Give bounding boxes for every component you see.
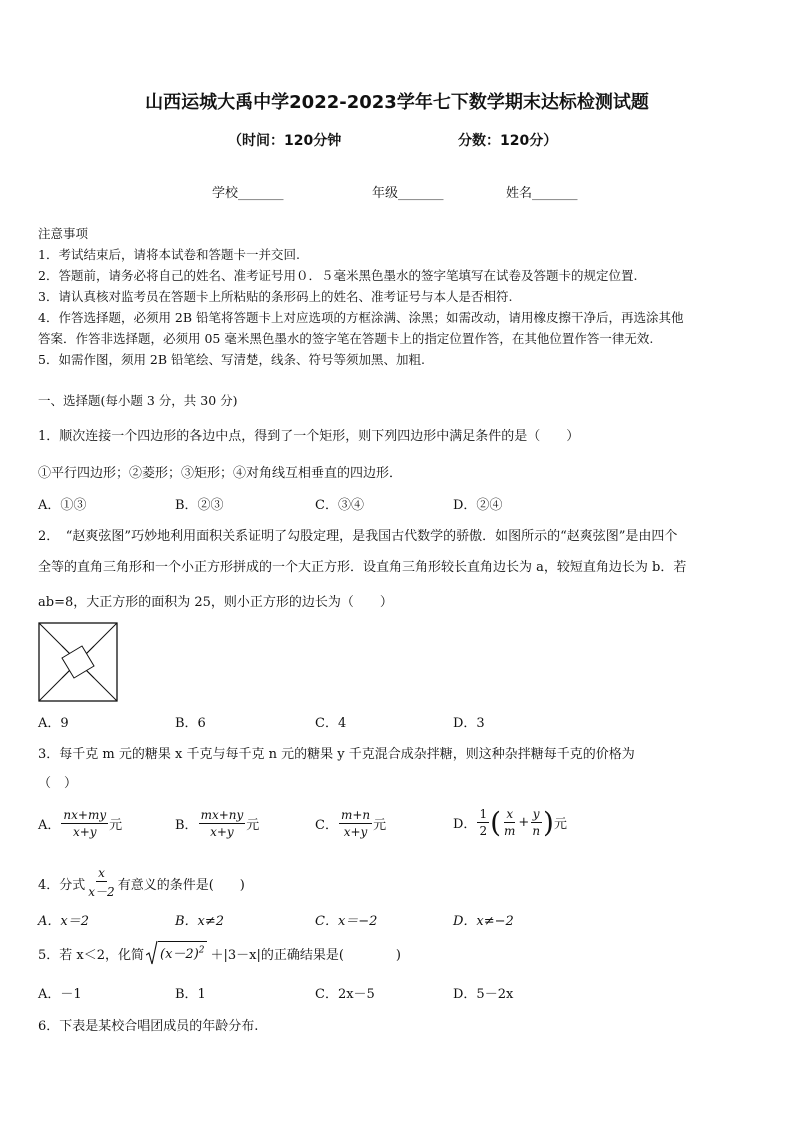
q3-option-c: C． $\frac{m+n}{x+y}$ 元	[315, 808, 387, 839]
q5-option-b: B．1	[175, 987, 206, 1002]
q3-line-2: （ ）	[38, 776, 78, 791]
q4-option-a: A．x＝2	[38, 914, 89, 929]
q6-stem: 6．下表是某校合唱团成员的年龄分布.	[38, 1019, 259, 1034]
fraction: $\frac{x}{x-2}$	[88, 866, 115, 899]
q4-option-d: D．x≠−2	[453, 914, 514, 929]
q2-line-1: 2． “赵爽弦图”巧妙地利用面积关系证明了勾股定理，是我国古代数学的骄傲．如图所示的“赵爽弦图”是由四个	[38, 529, 678, 544]
q1-stem: 1．顺次连接一个四边形的各边中点，得到了一个矩形，则下列四边形中满足条件的是（ ）	[38, 429, 580, 444]
radical-sign-icon	[146, 940, 158, 966]
q2-option-a: A．9	[38, 716, 69, 731]
q3-option-b: B． $\frac{mx+ny}{x+y}$ 元	[175, 808, 260, 839]
q1-option-d: D．②④	[453, 498, 503, 513]
notice-item: 4．作答选择题，必须用 2B 铅笔将答题卡上对应选项的方框涂满、涂黑；如需改动，请用橡皮擦干净后，再选涂其他	[38, 310, 684, 325]
q2-line-2: 全等的直角三角形和一个小正方形拼成的一个大正方形．设直角三角形较长直角边长为 a，较短直角边长为 b．若	[38, 560, 687, 575]
zhao-shuang-diagram	[38, 622, 118, 702]
q2-line-3: ab=8，大正方形的面积为 25，则小正方形的边长为（ ）	[38, 595, 393, 610]
q5-stem: 5．若 x＜2，化简 $(x-2)^2$ ＋|3－x|的正确结果是( )	[38, 940, 401, 966]
section-heading: 一、选择题(每小题 3 分，共 30 分)	[38, 393, 238, 408]
notice-heading: 注意事项	[38, 226, 89, 241]
q1-option-a: A．①③	[38, 498, 87, 513]
q3-line-1: 3．每千克 m 元的糖果 x 千克与每千克 n 元的糖果 y 千克混合成杂拌糖，则这种杂拌糖每千克的价格为	[38, 747, 635, 762]
q4-option-b: B．x≠2	[175, 914, 225, 929]
q3-option-a: A． $\frac{nx+my}{x+y}$ 元	[38, 808, 123, 839]
notice-item: 2．答题前，请务必将自己的姓名、准考证号用０．５毫米黑色墨水的签字笔填写在试卷及答题卡的规定位置.	[38, 268, 638, 283]
fraction: $\frac{mx+ny}{x+y}$	[200, 808, 244, 839]
notice-item: 5．如需作图，须用 2B 铅笔绘、写清楚，线条、符号等须加黑、加粗.	[38, 352, 426, 367]
fraction: $\frac{y}{n}$	[532, 807, 541, 838]
q1-option-c: C．③④	[315, 498, 364, 513]
q3-option-d: D． $\frac{1}{2}$ ( $\frac{x}{m}$ + $\frac{y}{n}$ ) 元	[453, 806, 567, 839]
q5-option-c: C．2x－5	[315, 987, 375, 1002]
grade-field: 年级_______	[372, 186, 444, 201]
q2-option-d: D．3	[453, 716, 485, 731]
page-title: 山西运城大禹中学2022-2023学年七下数学期末达标检测试题	[145, 92, 649, 113]
q2-option-b: B．6	[175, 716, 206, 731]
school-field: 学校_______	[212, 186, 284, 201]
fraction: $\frac{1}{2}$	[479, 807, 488, 838]
notice-item: 1．考试结束后，请将本试卷和答题卡一并交回.	[38, 247, 300, 262]
radicand: $(x-2)^2$	[158, 941, 206, 962]
q1-option-b: B．②③	[175, 498, 224, 513]
q1-list: ①平行四边形；②菱形；③矩形；④对角线互相垂直的四边形．	[38, 466, 403, 481]
exam-time: （时间：120分钟	[228, 133, 342, 149]
fraction: $\frac{m+n}{x+y}$	[340, 808, 371, 839]
q4-stem: 4．分式 $\frac{x}{x-2}$ 有意义的条件是( )	[38, 866, 245, 899]
fraction: $\frac{nx+my}{x+y}$	[63, 808, 107, 839]
q4-option-c: C．x＝−2	[315, 914, 378, 929]
notice-item: 答案．作答非选择题，必须用 05 毫米黑色墨水的签字笔在答题卡上的指定位置作答，在其他位置作答一律无效.	[38, 331, 654, 346]
exam-score: 分数：120分）	[458, 133, 558, 149]
q5-option-d: D．5－2x	[453, 987, 514, 1002]
notice-item: 3．请认真核对监考员在答题卡上所粘贴的条形码上的姓名、准考证号与本人是否相符.	[38, 289, 513, 304]
fraction: $\frac{x}{m}$	[504, 807, 516, 838]
q5-option-a: A．－1	[38, 987, 82, 1002]
name-field: 姓名_______	[506, 186, 578, 201]
q2-option-c: C．4	[315, 716, 347, 731]
